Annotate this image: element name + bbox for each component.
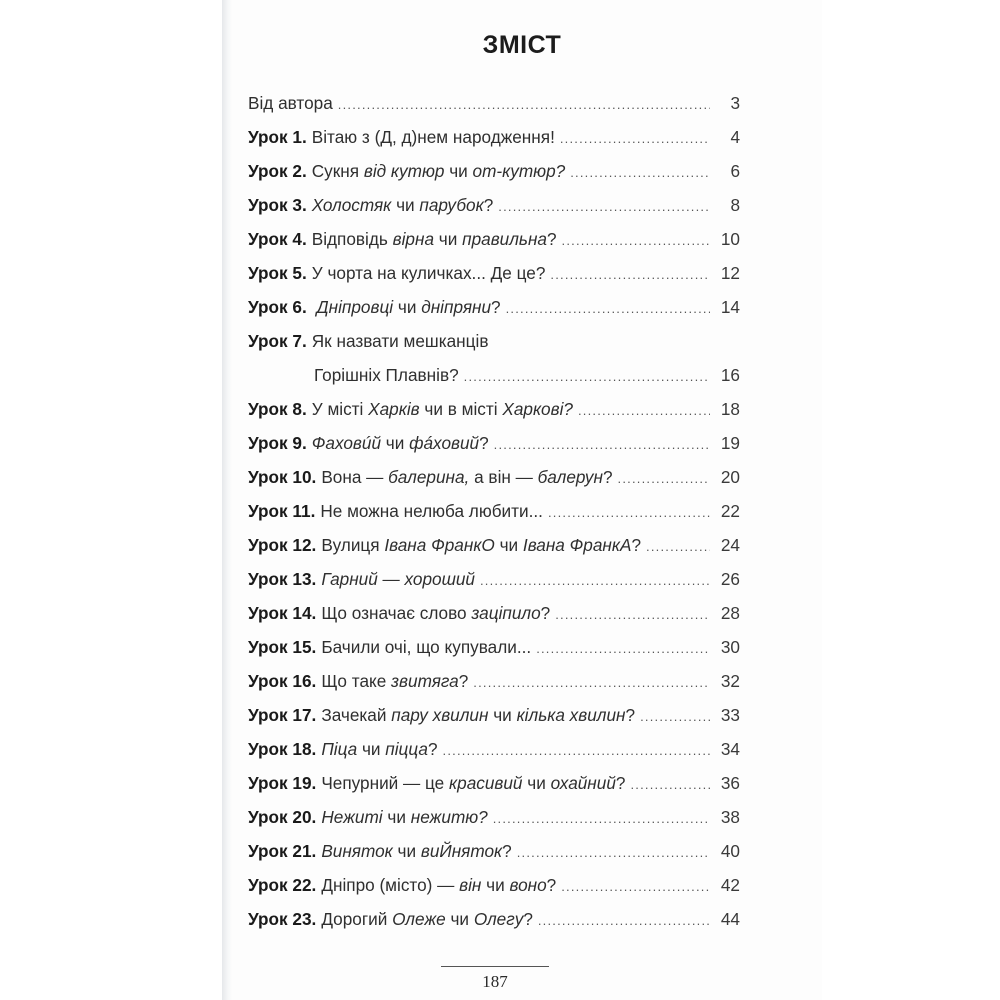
italic-term: Фаховúй (311, 433, 382, 453)
title-text: ? (502, 841, 512, 861)
toc-entry-title (248, 698, 635, 732)
title-text: ? (540, 603, 551, 623)
italic-term: Івана ФранкО (384, 535, 495, 555)
toc-entry (248, 460, 740, 494)
dot-leader (561, 870, 710, 904)
title-text: чи (488, 705, 517, 725)
toc-entry-title (248, 732, 438, 766)
italic-term: балерун (537, 467, 603, 487)
toc-page-number: 28 (720, 603, 740, 623)
title-text: ? (523, 909, 533, 929)
title-text: чи (522, 773, 551, 793)
title-text: а він — (469, 467, 538, 487)
dot-leader (473, 666, 710, 700)
toc-page-number: 22 (720, 501, 740, 521)
toc-page-number: 18 (720, 399, 740, 419)
italic-term: заціпило (471, 603, 541, 623)
dot-leader (555, 598, 710, 632)
italic-term: Івана ФранкА (522, 535, 632, 555)
footer-page-number: 187 (482, 972, 508, 991)
toc-entry (248, 358, 740, 392)
title-text: У місті (311, 399, 369, 419)
title-text: ? (491, 297, 501, 317)
lesson-number: Урок 3. (248, 195, 307, 215)
toc-entry-title (248, 868, 556, 902)
toc-page-number: 40 (720, 841, 740, 861)
title-text: Відповідь (311, 229, 393, 249)
title-text: ? (615, 773, 626, 793)
title-text: чи (444, 161, 473, 181)
toc-entry-title (248, 528, 641, 562)
italic-term: Олеже (392, 909, 446, 929)
lesson-number: Урок 10. (248, 467, 317, 487)
dot-leader (548, 496, 710, 530)
toc-entry (248, 324, 740, 358)
toc-entry-title (248, 902, 533, 936)
title-text: Вона — (321, 467, 389, 487)
italic-term: балерина, (388, 467, 470, 487)
toc-entry (248, 528, 740, 562)
title-text: Не можна нелюба любити... (320, 501, 543, 521)
italic-term: виЙняток (420, 841, 503, 861)
lesson-number: Урок 17. (248, 705, 317, 725)
lesson-number: Урок 1. (248, 127, 307, 147)
toc-entry-title (248, 120, 555, 154)
dot-leader (464, 360, 710, 394)
lesson-number: Урок 4. (248, 229, 307, 249)
italic-term: звитяга (391, 671, 459, 691)
toc-entry-title (248, 834, 512, 868)
title-text: Горішніх Плавнів? (314, 365, 459, 385)
toc-page-number: 32 (720, 671, 740, 691)
toc-entry-title (248, 562, 475, 596)
toc-page-number: 14 (720, 297, 740, 317)
toc-page-number: 6 (730, 161, 740, 181)
toc-entry (248, 800, 740, 834)
dot-leader (570, 156, 710, 190)
toc-entry-title (248, 766, 625, 800)
toc-entry (248, 834, 740, 868)
title-text: Що означає слово (321, 603, 472, 623)
title-text: ? (427, 739, 438, 759)
title-text: чи (393, 297, 422, 317)
toc-page-number: 42 (720, 875, 740, 895)
toc-page-number: 44 (720, 909, 740, 929)
toc-page-number: 24 (720, 535, 740, 555)
title-text: чи (391, 195, 420, 215)
italic-term: вірна (392, 229, 435, 249)
toc-page-number: 10 (720, 229, 740, 249)
toc-entry (248, 392, 740, 426)
lesson-number: Урок 19. (248, 773, 317, 793)
title-text: чи (392, 841, 421, 861)
title-text: Вулиця (321, 535, 385, 555)
toc-entry-title (248, 358, 459, 392)
toc-entry-title (248, 86, 333, 120)
title-text: Вітаю з (Д, д)нем народження! (311, 127, 555, 147)
toc-page-number: 30 (720, 637, 740, 657)
title-text: Як назвати мешканців (311, 331, 489, 351)
lesson-number: Урок 12. (248, 535, 317, 555)
footer-rule (441, 966, 549, 967)
italic-term: він (459, 875, 482, 895)
italic-term: піцца (385, 739, 428, 759)
title-text: ? (479, 433, 489, 453)
toc-entry (248, 664, 740, 698)
italic-term: пару хвилин (391, 705, 489, 725)
lesson-number: Урок 23. (248, 909, 317, 929)
title-text: чи (357, 739, 386, 759)
toc-entry-title (248, 392, 573, 426)
dot-leader (578, 394, 710, 428)
toc-entry (248, 222, 740, 256)
dot-leader (550, 258, 710, 292)
lesson-number: Урок 15. (248, 637, 317, 657)
italic-term: Олегу (473, 909, 524, 929)
title-text: Бачили очі, що купували... (321, 637, 532, 657)
dot-leader (498, 190, 710, 224)
italic-term: кілька хвилин (516, 705, 626, 725)
toc-page-number: 8 (730, 195, 740, 215)
italic-term: Холостяк (311, 195, 392, 215)
toc-entry (248, 902, 740, 936)
title-text: чи (481, 875, 510, 895)
toc-entry-title (248, 494, 543, 528)
dot-leader (538, 904, 710, 938)
toc-entry-title (248, 324, 488, 358)
lesson-number: Урок 2. (248, 161, 307, 181)
title-text: чи (445, 909, 474, 929)
italic-term: Виняток (321, 841, 393, 861)
toc-entry-title (248, 222, 557, 256)
title-text: Чепурний — це (321, 773, 450, 793)
toc-entry (248, 188, 740, 222)
dot-leader (618, 462, 710, 496)
title-text: Дніпро (місто) — (321, 875, 460, 895)
title-text: ? (546, 875, 557, 895)
toc-entry-title (248, 154, 565, 188)
dot-leader (536, 632, 710, 666)
title-text: чи (434, 229, 463, 249)
title-text: Дорогий (321, 909, 393, 929)
title-text: ? (602, 467, 613, 487)
dot-leader (562, 224, 710, 258)
lesson-number: Урок 7. (248, 331, 307, 351)
lesson-number: Урок 9. (248, 433, 307, 453)
toc-entry-title (248, 256, 545, 290)
toc-entry (248, 494, 740, 528)
toc-entry-title (248, 664, 468, 698)
title-text: Зачекай (321, 705, 392, 725)
toc-entry-title (248, 290, 501, 324)
lesson-number: Урок 22. (248, 875, 317, 895)
title-text: Сукня (311, 161, 364, 181)
lesson-number: Урок 18. (248, 739, 317, 759)
dot-leader (338, 88, 710, 122)
toc-entry-title (248, 800, 488, 834)
toc-entry-title (248, 596, 550, 630)
toc-entry-title (248, 188, 493, 222)
lesson-number: Урок 14. (248, 603, 317, 623)
italic-term: воно (509, 875, 547, 895)
toc-page-number: 34 (720, 739, 740, 759)
toc-entry (248, 154, 740, 188)
lesson-number: Урок 6. (248, 297, 307, 317)
toc-entry (248, 868, 740, 902)
toc-entry (248, 120, 740, 154)
italic-term: от-кутюр? (472, 161, 566, 181)
toc-page-number: 3 (730, 93, 740, 113)
title-text: ? (546, 229, 557, 249)
italic-term: фáховий (409, 433, 480, 453)
title-text: Що таке (321, 671, 392, 691)
title-text: Від автора (248, 93, 333, 113)
title-text: чи в місті (419, 399, 503, 419)
dot-leader (480, 564, 710, 598)
dot-leader (640, 700, 710, 734)
italic-term: від кутюр (363, 161, 445, 181)
italic-term: правильна (462, 229, 547, 249)
title-text: ? (631, 535, 642, 555)
italic-term: нежитю? (410, 807, 488, 827)
italic-term: Харків (368, 399, 420, 419)
toc-entry (248, 630, 740, 664)
dot-leader (517, 836, 710, 870)
dot-leader (506, 292, 710, 326)
title-text: ? (458, 671, 469, 691)
dot-leader (560, 122, 710, 156)
lesson-number: Урок 8. (248, 399, 307, 419)
lesson-number: Урок 13. (248, 569, 317, 589)
dot-leader (646, 530, 710, 564)
italic-term: парубок (419, 195, 484, 215)
lesson-number: Урок 20. (248, 807, 317, 827)
toc-page-number: 19 (720, 433, 740, 453)
toc-page-number: 38 (720, 807, 740, 827)
toc-page-number: 16 (720, 365, 740, 385)
italic-term: дніпряни (421, 297, 492, 317)
dot-leader (443, 734, 710, 768)
italic-term: Харкові? (502, 399, 573, 419)
title-text: чи (494, 535, 523, 555)
toc-entry-title (248, 630, 531, 664)
toc-entry (248, 426, 740, 460)
toc-entry (248, 256, 740, 290)
italic-term: Нежиті (321, 807, 383, 827)
toc-entry (248, 732, 740, 766)
dot-leader (493, 802, 710, 836)
italic-term: Гарний — хороший (321, 569, 475, 589)
italic-term: Дніпровці (316, 297, 394, 317)
toc-entry (248, 86, 740, 120)
toc-entry (248, 562, 740, 596)
toc-page-number: 36 (720, 773, 740, 793)
toc-entry (248, 766, 740, 800)
toc-entry (248, 290, 740, 324)
lesson-number: Урок 16. (248, 671, 317, 691)
toc-page-number: 26 (720, 569, 740, 589)
dot-leader (494, 428, 710, 462)
lesson-number: Урок 11. (248, 501, 316, 521)
table-of-contents (248, 86, 740, 936)
italic-term: Піца (321, 739, 358, 759)
italic-term: красивий (449, 773, 523, 793)
lesson-number: Урок 5. (248, 263, 307, 283)
toc-entry-title (248, 426, 489, 460)
toc-entry-title (248, 460, 613, 494)
title-text: ? (625, 705, 636, 725)
toc-entry (248, 596, 740, 630)
toc-page-number: 12 (720, 263, 740, 283)
toc-page-number: 20 (720, 467, 740, 487)
title-text: чи (382, 807, 411, 827)
toc-entry (248, 698, 740, 732)
toc-page-number: 4 (730, 127, 740, 147)
title-text: У чорта на куличках... Де це? (311, 263, 546, 283)
title-text: ? (483, 195, 494, 215)
italic-term: охайний (550, 773, 616, 793)
page-title: ЗМІСТ (482, 30, 562, 59)
page-edge-shadow (222, 0, 232, 1000)
toc-page-number: 33 (720, 705, 740, 725)
title-text: чи (381, 433, 410, 453)
lesson-number: Урок 21. (248, 841, 317, 861)
dot-leader (630, 768, 710, 802)
